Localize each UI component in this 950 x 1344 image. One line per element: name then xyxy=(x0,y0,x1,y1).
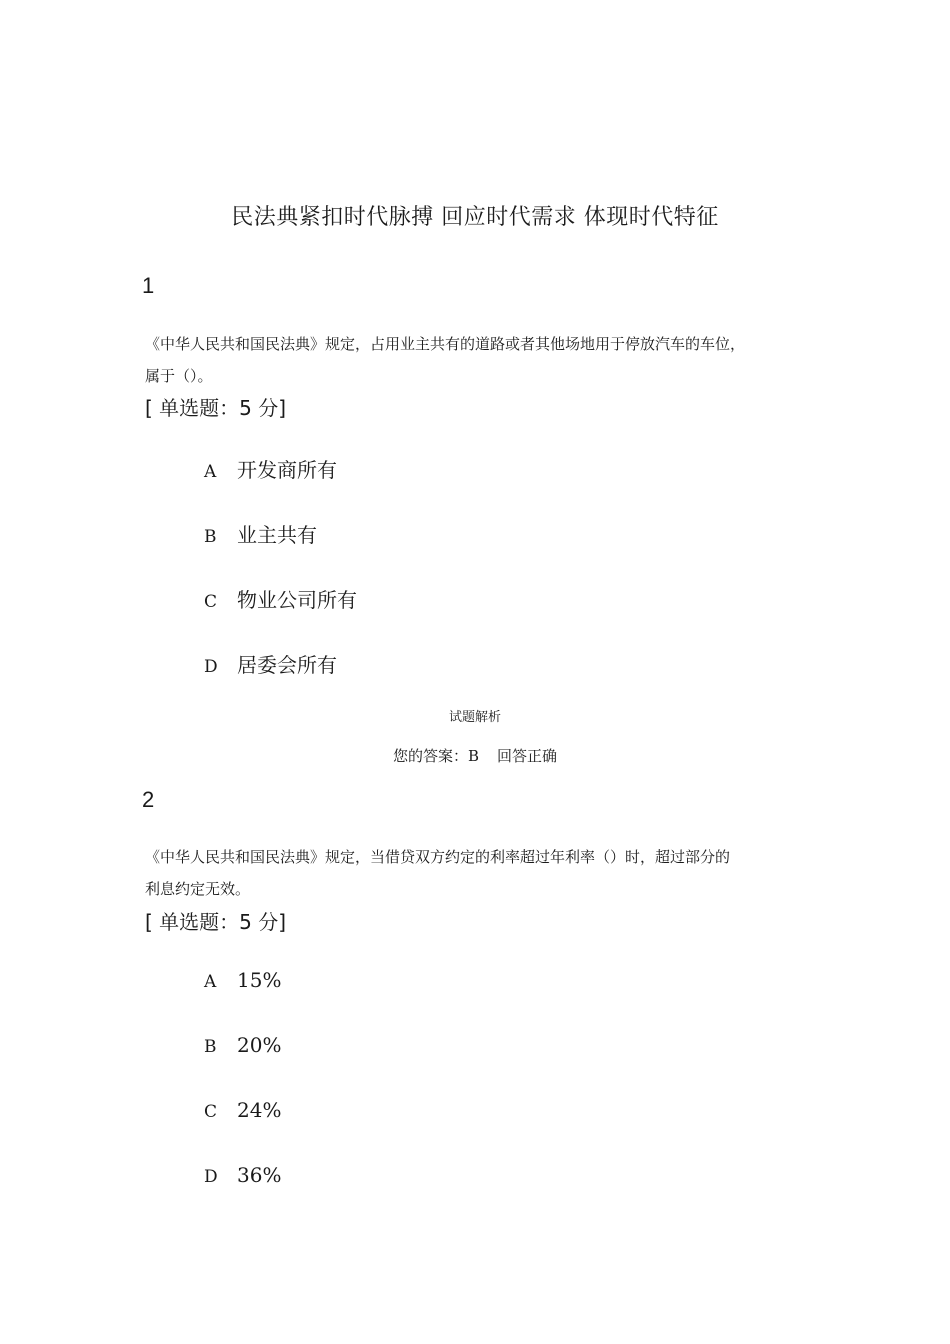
answer-prefix: 您的答案：B xyxy=(392,747,479,765)
question-text-line: 《中华人民共和国民法典》规定，当借贷双方约定的利率超过年利率（）时，超过部分的 xyxy=(145,848,731,866)
option-text: 开发商所有 xyxy=(237,458,337,482)
answer-result: 回答正确 xyxy=(497,747,558,765)
option-text: 36% xyxy=(237,1163,282,1187)
option-text: 业主共有 xyxy=(237,523,317,547)
question-text-line: 属于（）。 xyxy=(145,367,213,385)
option-letter: C xyxy=(204,592,218,612)
option-letter: A xyxy=(204,462,217,482)
option-letter: D xyxy=(204,1167,218,1187)
question-text-line: 《中华人民共和国民法典》规定，占用业主共有的道路或者其他场地用于停放汽车的车位， xyxy=(145,335,746,353)
option-d xyxy=(204,1163,281,1187)
option-c xyxy=(204,1098,281,1122)
option-a xyxy=(204,454,337,483)
question-type-label: [ 单选题：5 分] xyxy=(145,396,287,420)
option-d xyxy=(204,649,337,678)
analysis-title: 试题解析 xyxy=(448,710,501,725)
question-type-label: [ 单选题：5 分] xyxy=(145,910,287,934)
question-text-line: 利息约定无效。 xyxy=(145,880,251,898)
question-number: 1 xyxy=(142,273,155,298)
document-title: 民法典紧扣时代脉搏 回应时代需求 体现时代特征 xyxy=(231,205,719,230)
option-letter: A xyxy=(204,972,217,992)
option-letter: B xyxy=(204,527,217,547)
option-c xyxy=(204,584,357,613)
option-letter: B xyxy=(204,1037,217,1057)
option-text: 20% xyxy=(237,1033,282,1057)
question-number: 2 xyxy=(142,787,155,812)
option-text: 物业公司所有 xyxy=(237,588,357,612)
option-letter: D xyxy=(204,657,218,677)
option-b xyxy=(204,1033,281,1057)
option-b xyxy=(204,519,317,548)
option-text: 15% xyxy=(237,968,282,992)
option-text: 24% xyxy=(237,1098,282,1122)
option-a xyxy=(204,968,281,992)
option-text: 居委会所有 xyxy=(237,653,337,677)
answer-line xyxy=(0,745,950,766)
option-letter: C xyxy=(204,1102,218,1122)
